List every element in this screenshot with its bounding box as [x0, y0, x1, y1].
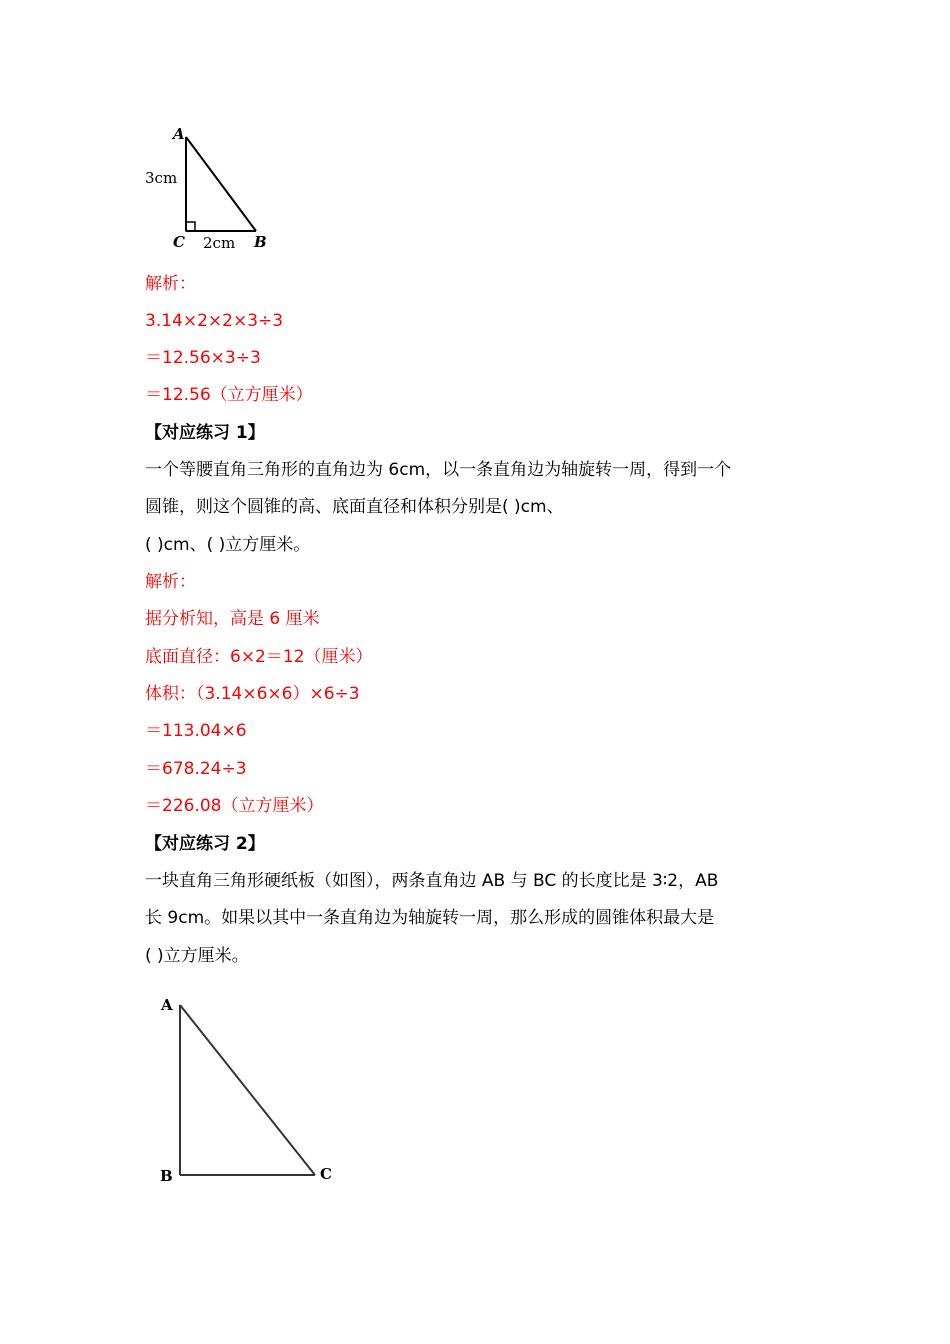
solution2-step-5: ＝678.24÷3	[145, 759, 247, 779]
solution2-step-2: 底面直径：6×2＝12（厘米）	[145, 647, 373, 667]
exercise1-line-3: ( )cm、( )立方厘米。	[145, 535, 311, 555]
exercise2-line-1: 一块直角三角形硬纸板（如图），两条直角边 AB 与 BC 的长度比是 3∶2，AB	[145, 871, 719, 891]
triangle1-side-cb-length: 2cm	[203, 234, 236, 252]
solution1-step-3: ＝12.56（立方厘米）	[145, 385, 313, 405]
exercise1-line-2: 圆锥，则这个圆锥的高、底面直径和体积分别是( )cm、	[145, 497, 564, 517]
triangle1-label-b: B	[254, 233, 267, 251]
exercise1-line-1: 一个等腰直角三角形的直角边为 6cm，以一条直角边为轴旋转一周，得到一个	[145, 460, 732, 480]
triangle1-label-c: C	[173, 233, 185, 251]
right-angle-marker	[186, 222, 195, 231]
solution1-step-1: 3.14×2×2×3÷3	[145, 311, 284, 331]
triangle1-side-ac-length: 3cm	[145, 169, 178, 187]
triangle-figure-1	[140, 120, 290, 260]
triangle2-hypotenuse-ac	[180, 1005, 315, 1175]
triangle2-label-a: A	[161, 996, 173, 1014]
solution2-step-4: ＝113.04×6	[145, 721, 247, 741]
triangle2-label-b: B	[160, 1167, 173, 1185]
solution2-heading: 解析：	[145, 572, 196, 592]
solution2-step-6: ＝226.08（立方厘米）	[145, 796, 324, 816]
exercise2-title: 【对应练习 2】	[145, 834, 265, 854]
triangle-figure-2	[150, 990, 350, 1190]
triangle2-label-c: C	[320, 1165, 332, 1183]
solution2-step-3: 体积：（3.14×6×6）×6÷3	[145, 684, 360, 704]
solution1-step-2: ＝12.56×3÷3	[145, 348, 261, 368]
triangle1-hypotenuse-ab	[186, 137, 256, 231]
solution2-step-1: 据分析知，高是 6 厘米	[145, 609, 320, 629]
exercise2-line-2: 长 9cm。如果以其中一条直角边为轴旋转一周，那么形成的圆锥体积最大是	[145, 908, 715, 928]
triangle1-label-a: A	[173, 125, 185, 143]
exercise2-line-3: ( )立方厘米。	[145, 946, 249, 966]
exercise1-title: 【对应练习 1】	[145, 423, 265, 443]
solution1-heading: 解析：	[145, 274, 196, 294]
